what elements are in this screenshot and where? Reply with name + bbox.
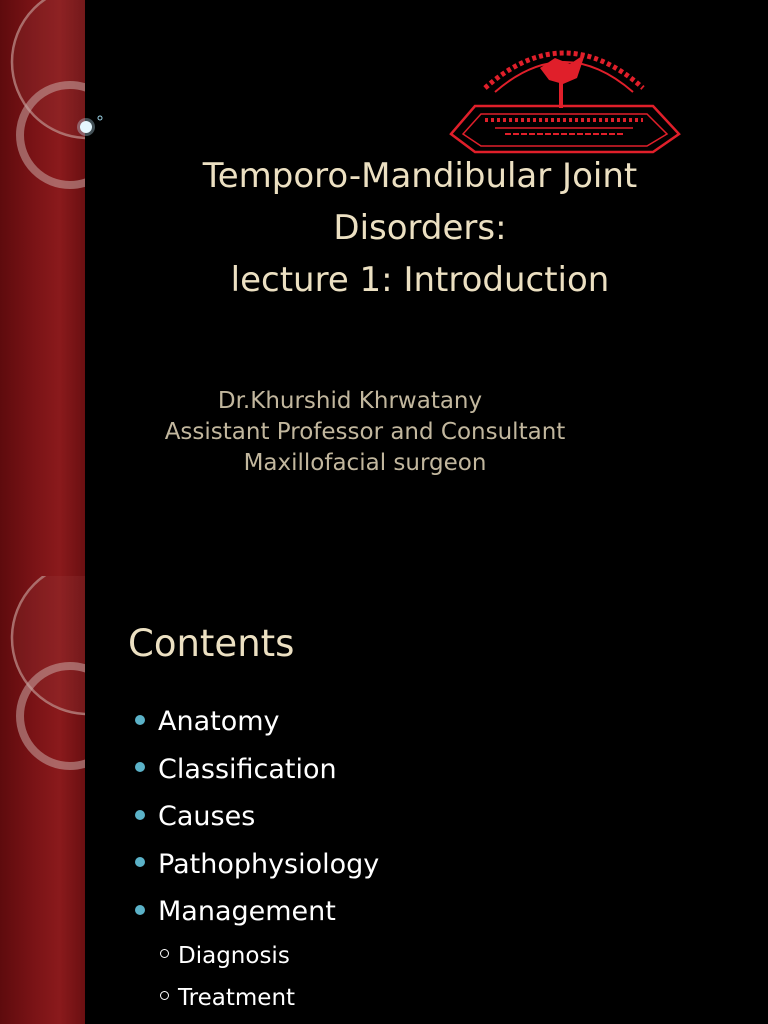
ring-bullet-icon xyxy=(160,991,169,1000)
list-item xyxy=(135,750,379,798)
sub-list-item-label: Diagnosis xyxy=(178,943,290,969)
author-name: Dr.Khurshid Khrwatany xyxy=(217,388,483,414)
glow-dot-icon xyxy=(74,114,106,138)
author-specialty: Maxillofacial surgeon xyxy=(243,450,487,476)
author-position: Assistant Professor and Consultant xyxy=(164,419,566,445)
contents-slide xyxy=(0,576,768,1024)
list-item-label: Anatomy xyxy=(158,706,280,737)
sub-list-item xyxy=(160,936,295,978)
decorative-circles-icon xyxy=(0,576,85,1024)
list-item-label: Pathophysiology xyxy=(158,848,380,880)
ring-bullet-icon xyxy=(160,949,169,958)
bullet-dot-icon xyxy=(135,857,145,867)
sub-list-item-label: Treatment xyxy=(178,985,296,1011)
decorative-side-bar xyxy=(0,576,85,1024)
university-logo xyxy=(445,28,683,156)
contents-heading: Contents xyxy=(128,622,295,665)
decorative-side-bar xyxy=(0,0,85,576)
bullet-dot-icon xyxy=(135,762,145,772)
bullet-dot-icon xyxy=(135,810,145,820)
decorative-circles-icon xyxy=(0,0,85,576)
bullet-dot-icon xyxy=(135,905,145,915)
list-item xyxy=(135,797,379,845)
title-line: Temporo-Mandibular Joint xyxy=(202,156,638,196)
list-item xyxy=(135,702,379,750)
list-item-label: Management xyxy=(158,896,336,927)
bullet-dot-icon xyxy=(135,715,145,725)
list-item xyxy=(135,845,379,893)
hawler-medical-university-logo-icon xyxy=(445,28,683,156)
management-sub-list xyxy=(160,936,295,1020)
contents-list xyxy=(135,702,379,940)
list-item xyxy=(135,892,379,940)
list-item-label: Classification xyxy=(158,753,337,785)
author-info xyxy=(110,386,620,479)
sub-list-item xyxy=(160,978,295,1020)
slide-title xyxy=(150,150,690,306)
title-line: lecture 1: Introduction xyxy=(230,260,610,300)
list-item-label: Causes xyxy=(158,801,256,832)
title-line: Disorders: xyxy=(333,208,507,248)
